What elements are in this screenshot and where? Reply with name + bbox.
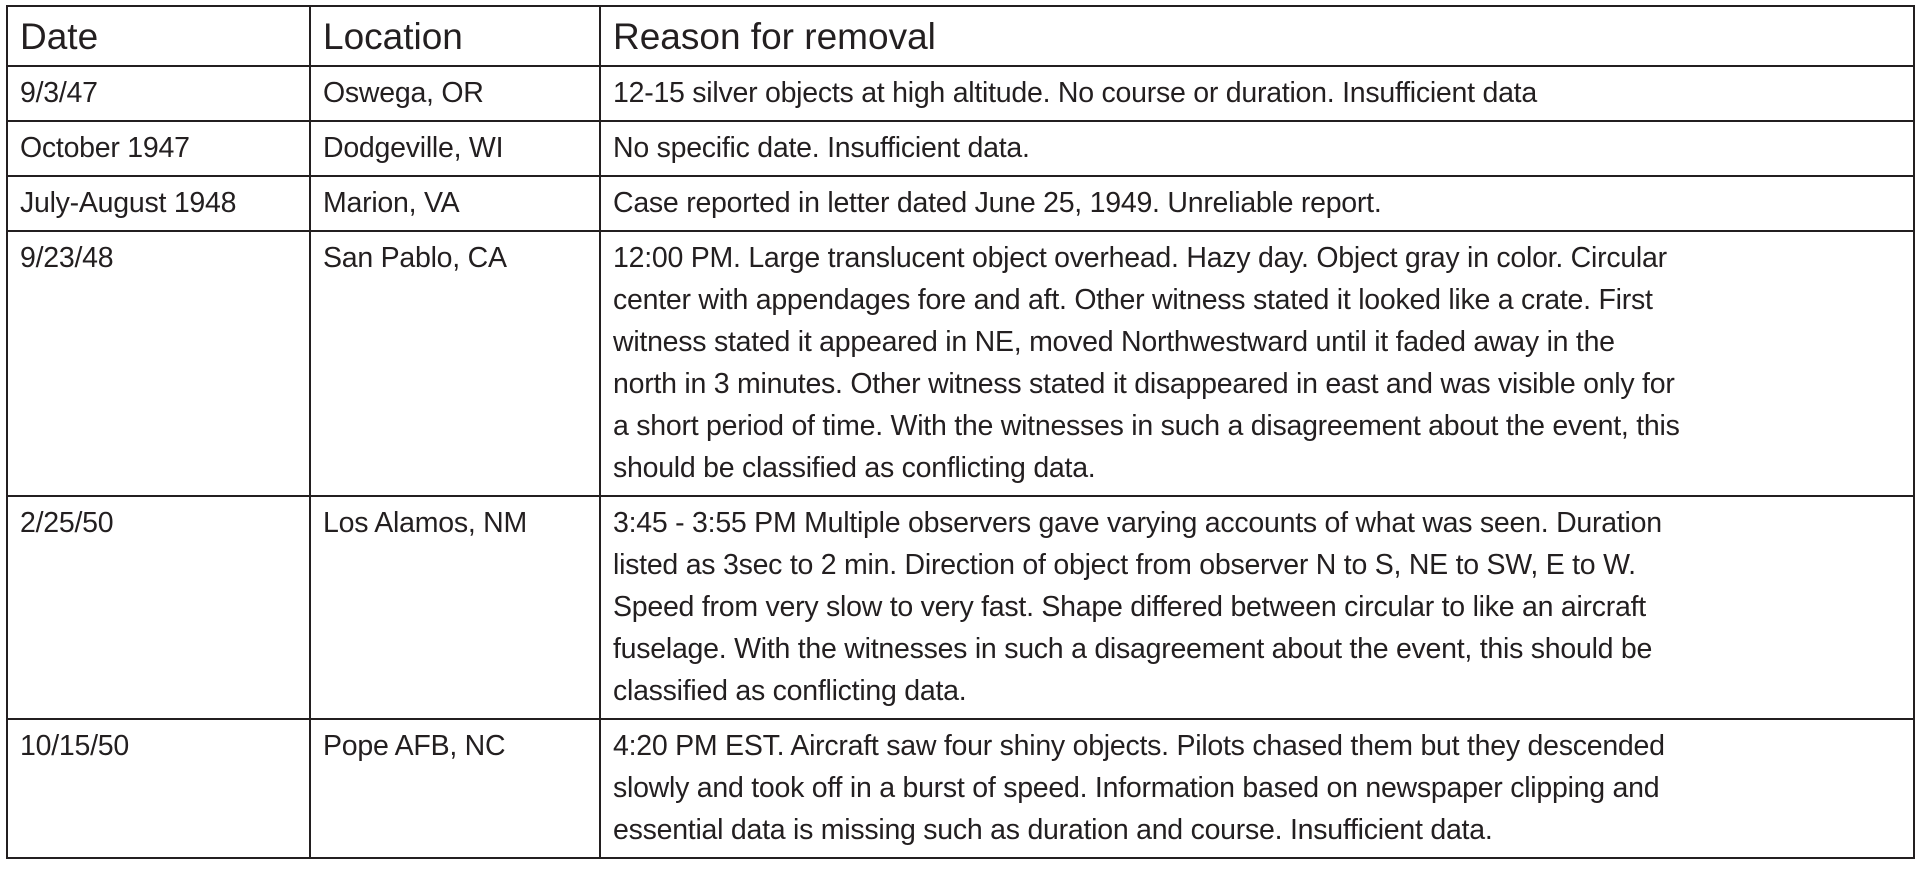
table-row — [7, 121, 1914, 176]
cell-location: Los Alamos, NM — [310, 496, 600, 719]
table-row — [7, 231, 1914, 496]
cell-reason: 3:45 - 3:55 PM Multiple observers gave varying accounts of what was seen. Duration listed as 3sec to 2 min. Direction of object from observer N to S, NE to SW, E to W. Speed from very slow to very fast. Shape differed between circular to like an aircraft fuselage. With the witnesses in such a disagreement about the event, this should be classified as conflicting data. — [600, 496, 1914, 719]
cell-location: Dodgeville, WI — [310, 121, 600, 176]
column-header-reason: Reason for removal — [600, 6, 1914, 66]
cell-location: San Pablo, CA — [310, 231, 600, 496]
cell-reason: 4:20 PM EST. Aircraft saw four shiny objects. Pilots chased them but they descended slowly and took off in a burst of speed. Information based on newspaper clipping and essential data is missing such as duration and course. Insufficient data. — [600, 719, 1914, 858]
cell-location: Marion, VA — [310, 176, 600, 231]
table-row — [7, 176, 1914, 231]
cell-reason: 12-15 silver objects at high altitude. No course or duration. Insufficient data — [600, 66, 1914, 121]
cell-location: Pope AFB, NC — [310, 719, 600, 858]
column-header-location: Location — [310, 6, 600, 66]
cell-date: 10/15/50 — [7, 719, 310, 858]
cell-date: 2/25/50 — [7, 496, 310, 719]
cell-location: Oswega, OR — [310, 66, 600, 121]
cell-date: October 1947 — [7, 121, 310, 176]
table-row — [7, 66, 1914, 121]
cell-date: 9/3/47 — [7, 66, 310, 121]
cell-date: 9/23/48 — [7, 231, 310, 496]
cell-reason: Case reported in letter dated June 25, 1949. Unreliable report. — [600, 176, 1914, 231]
cell-date: July-August 1948 — [7, 176, 310, 231]
removal-cases-table — [6, 5, 1915, 859]
table-row — [7, 496, 1914, 719]
cell-reason: No specific date. Insufficient data. — [600, 121, 1914, 176]
table-row — [7, 719, 1914, 858]
column-header-date: Date — [7, 6, 310, 66]
cell-reason: 12:00 PM. Large translucent object overhead. Hazy day. Object gray in color. Circular center with appendages fore and aft. Other witness stated it looked like a crate. First witness stated it appeared in NE, moved Northwestward until it faded away in the north in 3 minutes. Other witness stated it disappeared in east and was visible only for a short period of time. With the witnesses in such a disagreement about the event, this should be classified as conflicting data. — [600, 231, 1914, 496]
table-header-row — [7, 6, 1914, 66]
